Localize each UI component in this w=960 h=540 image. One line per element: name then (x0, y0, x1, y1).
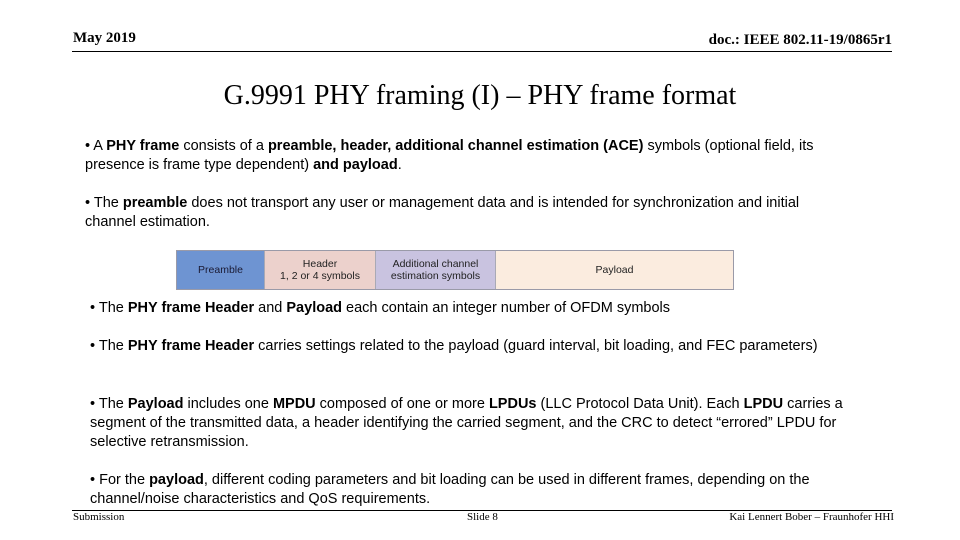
footer-slide-number: Slide 8 (467, 511, 498, 523)
text-run: • A (85, 138, 107, 154)
text-run: • The (90, 300, 128, 316)
header-doc-id: doc.: IEEE 802.11-19/0865r1 (708, 32, 892, 48)
text-run-bold: PHY frame (106, 138, 180, 154)
frame-segment-header (265, 251, 376, 289)
segment-label: Payload (595, 264, 634, 276)
text-run: , different coding parameters and bit loading can be used in different frames, depending on the channel/noise characteristics and QoS requirements. (90, 472, 810, 507)
header-divider (72, 51, 892, 52)
text-run-bold: and payload (313, 157, 398, 173)
text-run: symbols (optional field, its presence is frame type dependent) (85, 138, 814, 173)
bullet-header-settings (90, 337, 850, 356)
text-run: carries a segment of the transmitted data, a header identifying the carried segment, and the CRC to detect “errored” LPDU for selective retransmission. (90, 396, 843, 450)
text-run: does not transport any user or management data and is intended for synchronization and initial channel estimation. (85, 195, 800, 230)
frame-segment-payload (496, 251, 733, 289)
segment-sublabel: 1, 2 or 4 symbols (280, 270, 360, 282)
text-run: and (254, 300, 287, 316)
text-run: • The (90, 338, 128, 354)
text-run: consists of a (179, 138, 268, 154)
frame-segment-preamble (177, 251, 265, 289)
bullet-ofdm-symbols (90, 299, 870, 318)
footer-author: Kai Lennert Bober – Fraunhofer HHI (729, 511, 894, 523)
text-run-bold: payload (149, 472, 204, 488)
text-run-bold: MPDU (272, 396, 316, 412)
bullet-phy-frame (85, 137, 845, 175)
text-run: each contain an integer number of OFDM symbols (342, 300, 671, 316)
text-run-bold: Payload (127, 396, 184, 412)
bullet-coding-parameters (90, 471, 870, 509)
text-run: • The (90, 396, 128, 412)
phy-frame-diagram (176, 250, 734, 290)
header-date: May 2019 (73, 30, 136, 46)
segment-label: Preamble (198, 264, 243, 276)
footer-submission: Submission (73, 511, 125, 523)
text-run: • The (85, 195, 123, 211)
text-run-bold: Payload (286, 300, 342, 316)
text-run-bold: LPDUs (488, 396, 537, 412)
text-run: (LLC Protocol Data Unit). Each (536, 396, 744, 412)
text-run: • For the (90, 472, 150, 488)
text-run-bold: LPDU (743, 396, 784, 412)
segment-label: Additional channel (392, 258, 479, 270)
text-run-bold: PHY frame Header (127, 300, 255, 316)
segment-label: Header (302, 258, 338, 270)
text-run: carries settings related to the payload (guard interval, bit loading, and FEC parameters) (254, 338, 818, 354)
bullet-preamble (85, 194, 845, 232)
bullet-payload-mpdu (90, 395, 870, 452)
text-run-bold: PHY frame Header (127, 338, 255, 354)
text-run-bold: preamble, header, additional channel estimation (ACE) (267, 138, 644, 154)
text-run-bold: preamble (122, 195, 188, 211)
text-run: . (397, 157, 402, 173)
segment-sublabel: estimation symbols (390, 270, 481, 282)
text-run: includes one (183, 396, 273, 412)
frame-segment-ace (376, 251, 496, 289)
slide-title: G.9991 PHY framing (I) – PHY frame format (223, 80, 737, 111)
text-run: composed of one or more (315, 396, 489, 412)
